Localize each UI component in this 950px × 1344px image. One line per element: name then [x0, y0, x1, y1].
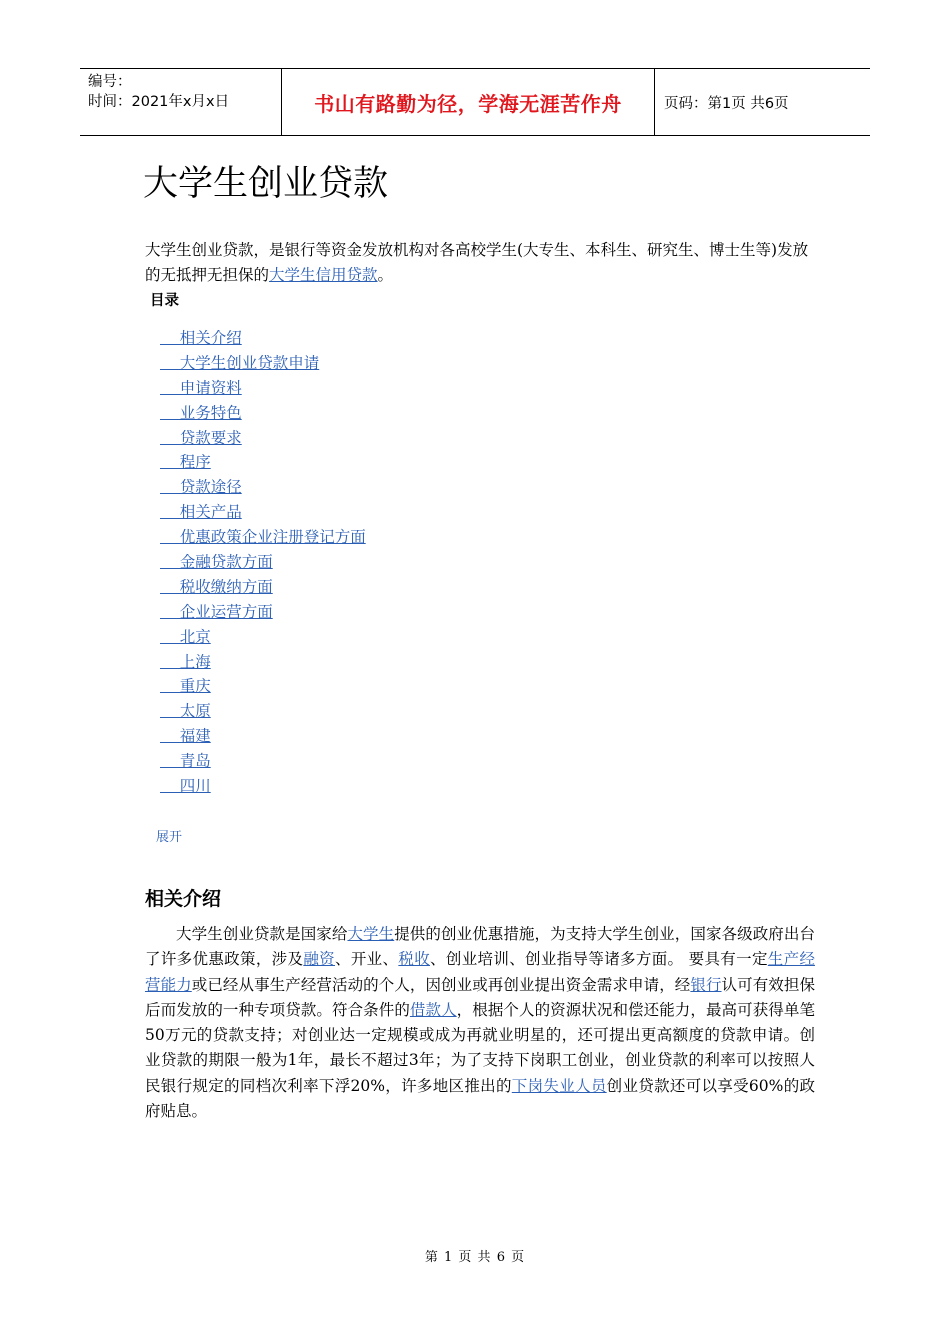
intro-text: 大学生创业贷款，是银行等资金发放机构对各高校学生(大专生、本科生、研究生、博士生等)发放的无抵押无担保的 — [145, 241, 809, 284]
para-text: 或已经从事生产经营活动的个人，因创业或再创业提出资金需求申请，经 — [191, 975, 691, 994]
toc-link[interactable]: 上海 — [160, 652, 211, 671]
para-text: 认可有效担保后而发放的一种专项贷款。符合条件的 — [145, 975, 815, 1019]
toc-link[interactable]: 程序 — [160, 453, 211, 472]
toc-item — [160, 575, 366, 600]
toc-link[interactable]: 北京 — [160, 627, 211, 646]
toc-link[interactable]: 贷款要求 — [160, 428, 242, 447]
laid-off-workers-link[interactable]: 下岗失业人员 — [511, 1076, 607, 1095]
toc-link[interactable]: 优惠政策企业注册登记方面 — [160, 528, 366, 547]
toc-link[interactable]: 福建 — [160, 727, 211, 746]
header-meta-cell — [80, 69, 282, 135]
expand-toggle[interactable]: 展开 — [156, 830, 183, 845]
toc-item — [160, 749, 366, 774]
toc-item — [160, 376, 366, 401]
toc-item — [160, 699, 366, 724]
toc-item — [160, 450, 366, 475]
toc-item — [160, 500, 366, 525]
toc-link[interactable]: 税收缴纳方面 — [160, 577, 273, 596]
toc-item — [160, 351, 366, 376]
header-table — [80, 68, 870, 136]
production-capacity-link[interactable]: 生产经营能力 — [145, 950, 815, 994]
toc-item — [160, 625, 366, 650]
toc-heading: 目录 — [150, 293, 179, 309]
toc-link[interactable]: 相关介绍 — [160, 329, 242, 347]
toc-item — [160, 475, 366, 500]
toc-item — [160, 774, 366, 799]
para-text: 创业贷款还可以享受60%的政府贴息。 — [145, 1076, 815, 1121]
para-text: 、创业培训、创业指导等诸多方面。 要具有一定 — [430, 950, 768, 969]
intro-paragraph — [145, 238, 815, 288]
toc-link[interactable]: 大学生创业贷款申请 — [160, 353, 320, 372]
bank-link[interactable]: 银行 — [690, 975, 722, 994]
toc-link[interactable]: 重庆 — [160, 677, 211, 696]
toc-item — [160, 600, 366, 625]
toc-link[interactable]: 金融贷款方面 — [160, 553, 273, 572]
time-label: 时间：2021年x月x日 — [88, 94, 230, 110]
header-motto: 书山有路勤为径，学海无涯苦作舟 — [282, 69, 655, 135]
para-text: 提供的创业优惠措施，为支持大学生创业，国家各级政府出台了许多优惠政策，涉及 — [145, 925, 815, 969]
page-footer: 第 1 页 共 6 页 — [424, 1250, 526, 1265]
para-text: 大学生创业贷款是国家给 — [176, 925, 348, 943]
borrower-link[interactable]: 借款人 — [409, 1000, 457, 1019]
page-title: 大学生创业贷款 — [143, 164, 389, 204]
toc-link[interactable]: 企业运营方面 — [160, 602, 273, 621]
toc-item — [160, 426, 366, 451]
credit-loan-link[interactable]: 大学生信用贷款 — [269, 266, 378, 284]
college-student-link[interactable]: 大学生 — [347, 925, 395, 943]
para-text: ，根据个人的资源状况和偿还能力，最高可获得单笔50万元的贷款支持；对创业达一定规模或成为再就业明星的，还可提出更高额度的贷款申请。创业贷款的期限一般为1年，最长不超过3年；为了支持下岗职工创业，创业贷款的利率可以按照人民银行规定的同档次利率下浮20%，许多地区推出的 — [145, 1000, 815, 1095]
number-label: 编号： — [88, 74, 132, 90]
toc-item — [160, 724, 366, 749]
toc-item — [160, 401, 366, 426]
toc-item — [160, 674, 366, 699]
toc-link[interactable]: 四川 — [160, 777, 211, 796]
toc-list — [160, 326, 366, 799]
toc-link[interactable]: 申请资料 — [160, 378, 242, 397]
toc-link[interactable]: 太原 — [160, 702, 211, 721]
financing-link[interactable]: 融资 — [303, 950, 336, 969]
tax-link[interactable]: 税收 — [398, 950, 431, 969]
section-paragraph — [145, 922, 815, 1124]
toc-link[interactable]: 相关产品 — [160, 503, 242, 522]
toc-link[interactable]: 青岛 — [160, 752, 211, 771]
header-page-label: 页码：第1页 共6页 — [664, 95, 789, 112]
toc-item — [160, 550, 366, 575]
toc-link[interactable]: 贷款途径 — [160, 478, 242, 497]
para-text: 、开业、 — [335, 950, 399, 969]
intro-text-end: 。 — [377, 266, 394, 284]
toc-item — [160, 525, 366, 550]
section-heading: 相关介绍 — [145, 888, 222, 910]
toc-item — [160, 650, 366, 675]
toc-item — [160, 326, 366, 351]
toc-link[interactable]: 业务特色 — [160, 403, 242, 422]
